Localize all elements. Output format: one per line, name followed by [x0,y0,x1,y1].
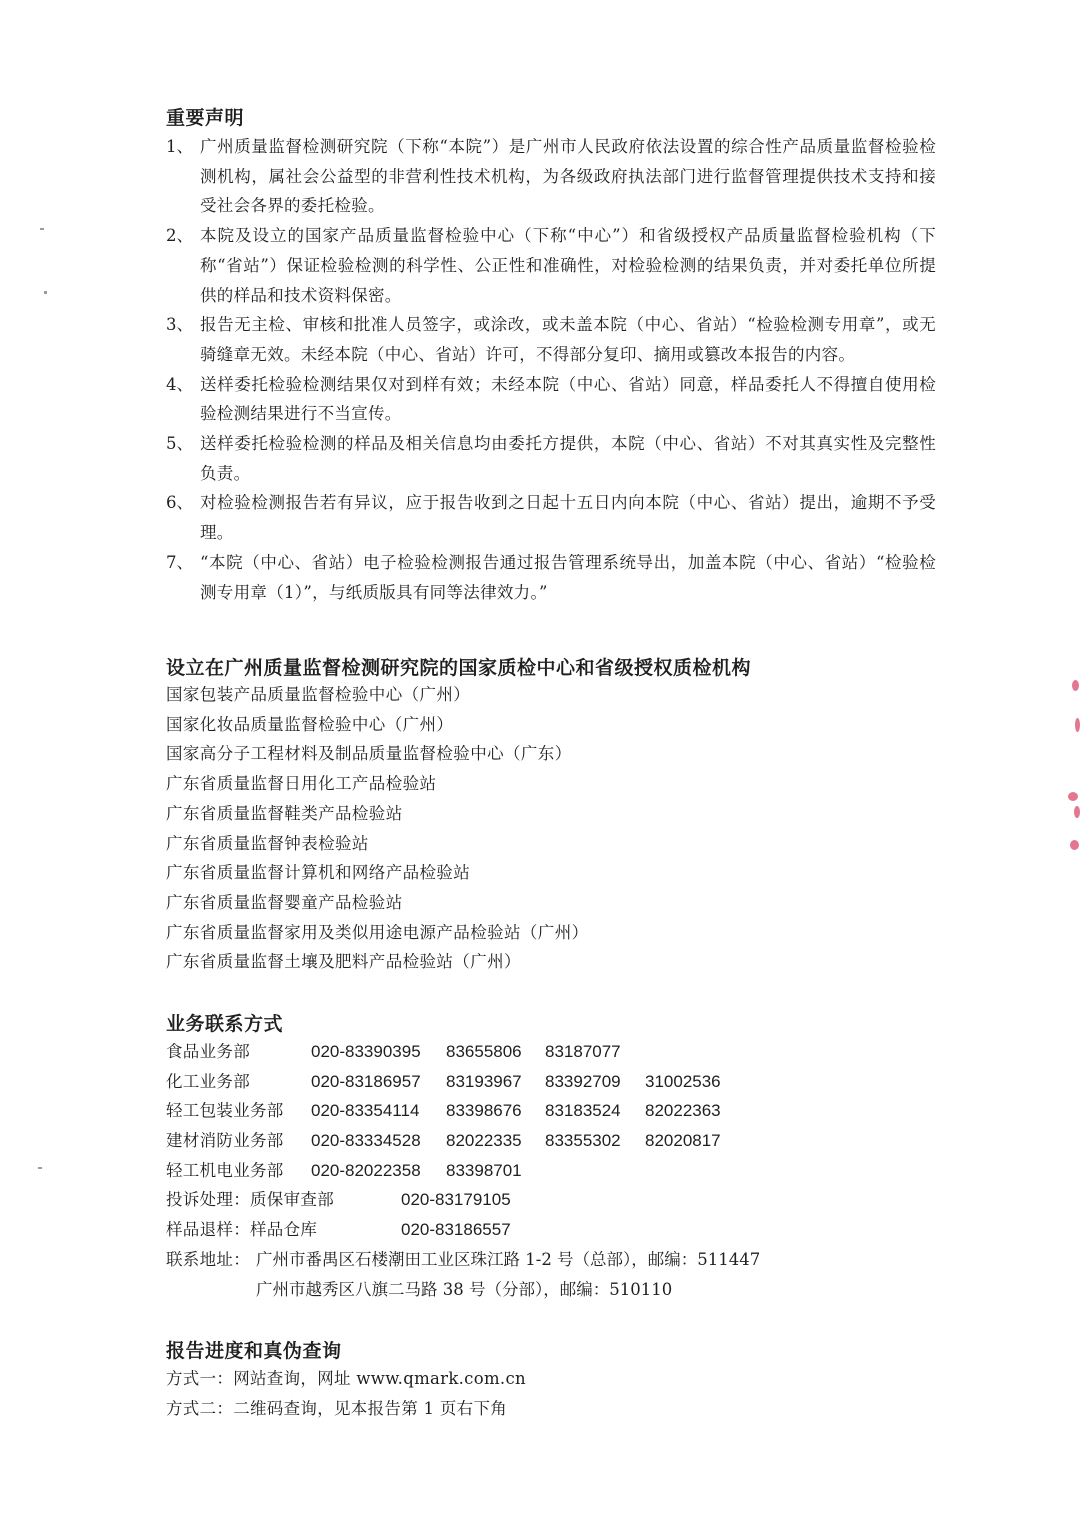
scan-speck [40,228,44,230]
department-name: 轻工包装业务部 [166,1101,284,1121]
department-name: 轻工机电业务部 [166,1160,284,1180]
query-title: 报告进度和真伪查询 [166,1340,342,1362]
department-name: 建材消防业务部 [166,1131,284,1151]
declaration-item-number: 7、 [166,552,193,572]
declaration-item-number: 2、 [166,226,193,246]
declaration-item-number: 6、 [166,493,193,513]
institution-item: 广东省质量监督钟表检验站 [166,833,369,853]
scan-speck [38,1167,42,1169]
institutions-list [166,680,589,977]
phone-number: 020-82022358 [311,1160,421,1180]
department-name: 食品业务部 [166,1042,250,1061]
declaration-item-number: 1、 [166,137,193,156]
institutions-title: 设立在广州质量监督检测研究院的国家质检中心和省级授权质检机构 [166,657,752,679]
contact-title: 业务联系方式 [166,1013,284,1035]
phone-number: 83398701 [446,1160,522,1180]
phone-number: 31002536 [645,1071,721,1091]
declaration-item-text: 送样委托检验检测结果仅对到样有效；未经本院（中心、省站）同意，样品委托人不得擅自使用检验检测结果进行不当宣传。 [200,374,936,424]
declaration-title: 重要声明 [166,107,245,129]
institution-item: 广东省质量监督土壤及肥料产品检验站（广州） [166,952,521,972]
phone-number: 82022363 [645,1101,721,1121]
declaration-item-text: “本院（中心、省站）电子检验检测报告通过报告管理系统导出，加盖本院（中心、省站）“检验检测专用章（1）”，与纸质版具有同等法律效力。” [200,552,936,602]
declaration-item [166,310,936,369]
declaration-item [166,488,936,547]
query-method-website: 方式一：网站查询，网址 www.qmark.com.cn [166,1369,526,1388]
declaration-item-number: 5、 [166,434,193,454]
phone-number: 83398676 [446,1101,522,1121]
declaration-item [166,548,936,607]
phone-number: 020-83186957 [311,1071,421,1091]
seal-mark [1068,792,1078,801]
return-phone: 020-83186557 [401,1220,511,1240]
institution-item: 广东省质量监督日用化工产品检验站 [166,774,437,794]
institution-item: 国家包装产品质量监督检验中心（广州） [166,685,471,704]
phone-number: 83355302 [545,1131,621,1151]
return-label: 样品退样：样品仓库 [166,1220,318,1240]
seal-mark [1070,840,1079,850]
phone-number: 83183524 [545,1101,621,1121]
phone-number: 020-83354114 [311,1101,420,1121]
institution-item: 广东省质量监督鞋类产品检验站 [166,803,403,823]
declaration-item-number: 4、 [166,374,193,394]
complaint-phone: 020-83179105 [401,1190,511,1210]
complaint-label: 投诉处理：质保审查部 [166,1190,334,1210]
declaration-item-text: 本院及设立的国家产品质量监督检验中心（下称“中心”）和省级授权产品质量监督检验机构（下称“省站”）保证检验检测的科学性、公正性和准确性，对检验检测的结果负责，并对委托单位所提供的样品和技术资料保密。 [200,226,936,305]
phone-number: 020-83334528 [311,1131,421,1151]
seal-mark [1072,680,1079,691]
address-label: 联系地址： [166,1249,250,1269]
institution-item: 广东省质量监督计算机和网络产品检验站 [166,863,471,883]
phone-number: 83392709 [545,1071,621,1091]
declaration-item [166,429,936,488]
declaration-item-text: 对检验检测报告若有异议，应于报告收到之日起十五日内向本院（中心、省站）提出，逾期不予受理。 [200,493,936,543]
institution-item: 广东省质量监督家用及类似用途电源产品检验站（广州） [166,922,589,942]
phone-number: 83187077 [545,1042,621,1061]
declaration-item [166,132,936,221]
query-list [166,1364,526,1423]
department-name: 化工业务部 [166,1071,250,1091]
declaration-item-text: 广州质量监督检测研究院（下称“本院”）是广州市人民政府依法设置的综合性产品质量监督检验检测机构，属社会公益型的非营利性技术机构，为各级政府执法部门进行监督管理提供技术支持和接受社会各界的委托检验。 [200,137,936,216]
phone-number: 83193967 [446,1071,522,1091]
declaration-item-text: 报告无主检、审核和批准人员签字，或涂改，或未盖本院（中心、省站）“检验检测专用章”，或无骑缝章无效。未经本院（中心、省站）许可，不得部分复印、摘用或篡改本报告的内容。 [200,315,936,364]
declaration-item-number: 3、 [166,315,193,335]
seal-mark [1074,806,1080,818]
institution-item: 广东省质量监督婴童产品检验站 [166,892,403,912]
phone-number: 82020817 [645,1131,721,1151]
declaration-item-text: 送样委托检验检测的样品及相关信息均由委托方提供，本院（中心、省站）不对其真实性及完整性负责。 [200,434,936,483]
address-headquarters: 广州市番禺区石楼潮田工业区珠江路 1-2 号（总部），邮编：511447 [256,1249,761,1269]
declaration-item [166,370,936,429]
seal-mark [1075,718,1080,732]
phone-number: 83655806 [446,1042,522,1061]
institution-item: 国家高分子工程材料及制品质量监督检验中心（广东） [166,744,572,764]
address-branch: 广州市越秀区八旗二马路 38 号（分部），邮编：510110 [256,1279,673,1299]
scan-speck [44,291,47,294]
phone-number: 020-83390395 [311,1042,421,1061]
declaration-list [166,132,936,607]
institution-item: 国家化妆品质量监督检验中心（广州） [166,714,454,734]
phone-number: 82022335 [446,1131,522,1151]
query-method-qrcode: 方式二：二维码查询，见本报告第 1 页右下角 [166,1398,508,1418]
declaration-item [166,221,936,310]
